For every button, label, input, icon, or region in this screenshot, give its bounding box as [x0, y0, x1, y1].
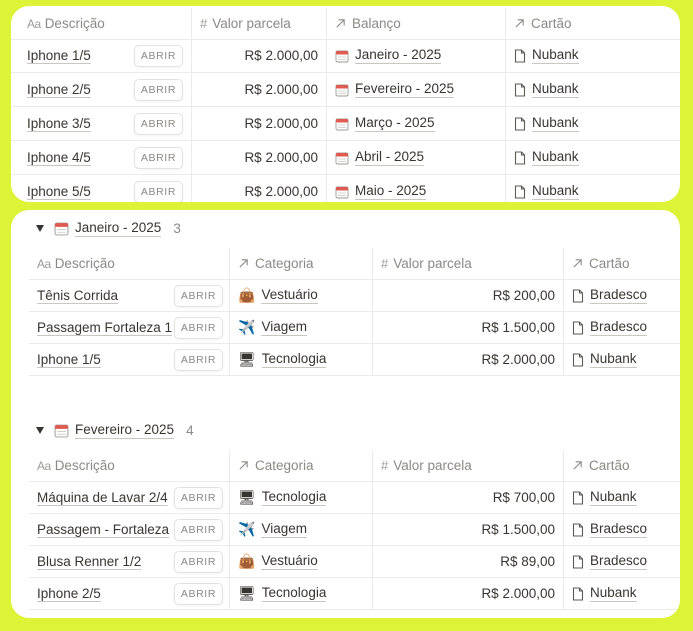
cell-categoria[interactable] [229, 578, 372, 609]
table-row [11, 141, 680, 175]
open-button[interactable]: ABRIR [134, 45, 183, 67]
arrow-up-right-icon [238, 460, 249, 471]
cell-valor[interactable] [191, 175, 326, 202]
table-row [29, 514, 680, 546]
cell-valor[interactable] [191, 141, 326, 174]
row-title[interactable]: Passagem - Fortaleza [37, 522, 170, 537]
arrow-up-right-icon [572, 258, 583, 269]
row-title[interactable]: Iphone 2/5 [27, 82, 91, 97]
cell-valor[interactable] [372, 514, 563, 545]
cell-cartao[interactable] [563, 280, 680, 311]
valor-text: R$ 2.000,00 [244, 48, 318, 63]
valor-text: R$ 2.000,00 [244, 184, 318, 199]
column-header-descricao[interactable] [29, 248, 229, 279]
calendar-icon [54, 423, 69, 438]
column-header-descricao[interactable] [29, 450, 229, 481]
column-header-valor[interactable] [372, 450, 563, 481]
calendar-icon [54, 221, 69, 236]
relation-link[interactable]: Abril - 2025 [355, 149, 425, 164]
table-header [11, 8, 680, 40]
row-title[interactable]: Máquina de Lavar 2/4 [37, 490, 168, 505]
valor-text: R$ 1.500,00 [481, 320, 555, 335]
cell-cartao[interactable] [505, 39, 680, 72]
relation-link[interactable]: Nubank [590, 489, 637, 504]
cell-descricao[interactable] [29, 280, 229, 311]
table-row [11, 175, 680, 202]
group-count: 4 [186, 422, 194, 438]
cell-categoria[interactable] [229, 482, 372, 513]
page-icon [572, 491, 584, 505]
hash-icon: # [381, 256, 389, 271]
page-icon [514, 83, 526, 97]
top-table [11, 8, 680, 40]
valor-text: R$ 2.000,00 [244, 150, 318, 165]
page-icon [572, 555, 584, 569]
relation-link[interactable]: Janeiro - 2025 [355, 47, 442, 62]
open-button[interactable]: ABRIR [134, 79, 183, 101]
page-icon [572, 587, 584, 601]
cell-valor[interactable] [372, 312, 563, 343]
open-button[interactable]: ABRIR [174, 487, 223, 509]
arrow-up-right-icon [572, 460, 583, 471]
category-icon: 👜 [238, 553, 256, 569]
page-icon [514, 117, 526, 131]
row-title[interactable]: Blusa Renner 1/2 [37, 554, 142, 569]
relation-link[interactable]: Vestuário [261, 287, 318, 302]
cell-descricao[interactable] [19, 175, 191, 202]
group-count: 3 [173, 220, 181, 236]
header-label: Categoria [255, 458, 314, 473]
category-icon: 🖥 [238, 489, 256, 505]
open-button[interactable]: ABRIR [134, 147, 183, 169]
category-icon: 🖥 [238, 585, 256, 601]
open-button[interactable]: ABRIR [174, 285, 223, 307]
calendar-icon [335, 83, 349, 97]
cell-descricao[interactable] [29, 578, 229, 609]
relation-link[interactable]: Nubank [590, 585, 637, 600]
cell-cartao[interactable] [505, 107, 680, 140]
group-header[interactable] [11, 216, 181, 240]
arrow-up-right-icon [238, 258, 249, 269]
cell-cartao[interactable] [563, 482, 680, 513]
top-panel [11, 6, 680, 202]
cell-categoria[interactable] [229, 280, 372, 311]
group-table [29, 248, 680, 376]
relation-link[interactable]: Bradesco [590, 287, 648, 302]
row-title[interactable]: Iphone 1/5 [27, 48, 91, 63]
calendar-icon [335, 117, 349, 131]
hash-icon: # [381, 458, 389, 473]
cell-categoria[interactable] [229, 546, 372, 577]
relation-link[interactable]: Tecnologia [261, 351, 327, 366]
title-icon: Aa [37, 256, 51, 271]
valor-text: R$ 2.000,00 [244, 82, 318, 97]
valor-text: R$ 89,00 [500, 554, 555, 569]
cell-descricao[interactable] [29, 514, 229, 545]
cell-balanco[interactable] [326, 73, 505, 106]
row-title[interactable]: Tênis Corrida [37, 288, 119, 303]
table-header [29, 248, 680, 280]
relation-link[interactable]: Maio - 2025 [355, 183, 427, 198]
cell-valor[interactable] [372, 546, 563, 577]
cell-balanco[interactable] [326, 107, 505, 140]
cell-categoria[interactable] [229, 344, 372, 375]
relation-link[interactable]: Viagem [261, 319, 307, 334]
relation-link[interactable]: Nubank [590, 351, 637, 366]
relation-link[interactable]: Nubank [532, 149, 579, 164]
arrow-up-right-icon [514, 18, 525, 29]
table-row [29, 344, 680, 376]
row-title[interactable]: Iphone 2/5 [37, 586, 101, 601]
table-row [29, 546, 680, 578]
header-label: Descrição [54, 458, 115, 473]
table-row [29, 482, 680, 514]
cell-valor[interactable] [372, 578, 563, 609]
page-icon [514, 49, 526, 63]
calendar-icon [335, 185, 349, 199]
cell-cartao[interactable] [563, 312, 680, 343]
row-title[interactable]: Iphone 3/5 [27, 116, 91, 131]
calendar-icon [335, 49, 349, 63]
table-row [11, 107, 680, 141]
open-button[interactable]: ABRIR [174, 583, 223, 605]
row-title[interactable]: Iphone 1/5 [37, 352, 101, 367]
relation-link[interactable]: Nubank [532, 183, 579, 198]
column-header-valor[interactable]: # Valor parcela [191, 8, 326, 39]
cell-cartao[interactable] [505, 73, 680, 106]
category-icon: ✈️ [238, 319, 256, 335]
group-header[interactable] [11, 418, 194, 442]
cell-categoria[interactable] [229, 312, 372, 343]
arrow-up-right-icon [335, 18, 346, 29]
relation-link[interactable]: Tecnologia [261, 489, 327, 504]
hash-icon: # [200, 16, 208, 31]
cell-descricao[interactable] [29, 344, 229, 375]
group-title[interactable]: Janeiro - 2025 [75, 219, 162, 235]
relation-link[interactable]: Vestuário [261, 553, 318, 568]
header-label: Valor parcela [393, 458, 472, 473]
valor-text: R$ 2.000,00 [244, 116, 318, 131]
open-button[interactable]: ABRIR [174, 519, 223, 541]
cell-cartao[interactable] [563, 514, 680, 545]
cell-cartao[interactable] [505, 175, 680, 202]
cell-valor[interactable] [191, 107, 326, 140]
cell-valor[interactable] [372, 344, 563, 375]
relation-link[interactable]: Bradesco [590, 319, 648, 334]
header-label: Descrição [54, 256, 115, 271]
cell-cartao[interactable] [563, 578, 680, 609]
cell-cartao[interactable] [563, 546, 680, 577]
column-header-balanco[interactable]: Balanço [326, 8, 505, 39]
cell-descricao[interactable] [19, 141, 191, 174]
category-icon: 🖥 [238, 351, 256, 367]
relation-link[interactable]: Nubank [532, 115, 579, 130]
relation-link[interactable]: Viagem [261, 521, 307, 536]
table-row [11, 39, 680, 73]
title-icon: Aa [27, 16, 41, 31]
table-row [29, 578, 680, 610]
category-icon: ✈️ [238, 521, 256, 537]
page-icon [514, 151, 526, 165]
relation-link[interactable]: Fevereiro - 2025 [355, 81, 455, 96]
cell-cartao[interactable] [505, 141, 680, 174]
valor-text: R$ 200,00 [492, 288, 555, 303]
header-label: Valor parcela [393, 256, 472, 271]
header-label: Cartão [589, 458, 630, 473]
relation-link[interactable]: Bradesco [590, 521, 648, 536]
column-header-cartao[interactable] [563, 450, 680, 481]
cell-descricao[interactable] [19, 73, 191, 106]
column-header-cartao[interactable]: Cartão [505, 8, 680, 39]
cell-descricao[interactable] [29, 482, 229, 513]
cell-valor[interactable] [372, 280, 563, 311]
header-label: Categoria [255, 256, 314, 271]
cell-valor[interactable] [191, 73, 326, 106]
open-button[interactable]: ABRIR [174, 349, 223, 371]
cell-balanco[interactable] [326, 175, 505, 202]
category-icon: 👜 [238, 287, 256, 303]
column-header-cartao[interactable] [563, 248, 680, 279]
cell-descricao[interactable] [29, 546, 229, 577]
top-table-body [11, 39, 680, 202]
table-row [29, 312, 680, 344]
valor-text: R$ 2.000,00 [481, 352, 555, 367]
cell-descricao[interactable] [19, 107, 191, 140]
table-header [29, 450, 680, 482]
group-title[interactable]: Fevereiro - 2025 [75, 421, 175, 437]
relation-link[interactable]: Março - 2025 [355, 115, 435, 130]
relation-link[interactable]: Nubank [532, 81, 579, 96]
column-header-descricao[interactable]: Aa Descrição [27, 16, 105, 31]
valor-text: R$ 700,00 [492, 490, 555, 505]
table-row [29, 280, 680, 312]
relation-link[interactable]: Nubank [532, 47, 579, 62]
column-header-categoria[interactable] [229, 450, 372, 481]
open-button[interactable]: ABRIR [134, 113, 183, 135]
row-title[interactable]: Passagem Fortaleza 1 [37, 320, 173, 335]
relation-link[interactable]: Bradesco [590, 553, 648, 568]
valor-text: R$ 1.500,00 [481, 522, 555, 537]
page-icon [572, 321, 584, 335]
cell-categoria[interactable] [229, 514, 372, 545]
cell-valor[interactable] [372, 482, 563, 513]
cell-cartao[interactable] [563, 344, 680, 375]
column-header-categoria[interactable] [229, 248, 372, 279]
toggle-triangle-icon[interactable] [36, 225, 44, 232]
cell-descricao[interactable] [29, 312, 229, 343]
open-button[interactable]: ABRIR [174, 551, 223, 573]
header-label: Cartão [589, 256, 630, 271]
cell-descricao[interactable] [19, 39, 191, 72]
row-title[interactable]: Iphone 4/5 [27, 150, 91, 165]
page-icon [572, 353, 584, 367]
open-button[interactable]: ABRIR [174, 317, 223, 339]
toggle-triangle-icon[interactable] [36, 427, 44, 434]
group-table [29, 450, 680, 610]
open-button[interactable]: ABRIR [134, 181, 183, 203]
column-header-valor[interactable] [372, 248, 563, 279]
title-icon: Aa [37, 458, 51, 473]
bottom-panel [11, 210, 680, 618]
table-row [11, 73, 680, 107]
cell-balanco[interactable] [326, 39, 505, 72]
page-icon [572, 523, 584, 537]
valor-text: R$ 2.000,00 [481, 586, 555, 601]
cell-balanco[interactable] [326, 141, 505, 174]
cell-valor[interactable] [191, 39, 326, 72]
calendar-icon [335, 151, 349, 165]
page-icon [572, 289, 584, 303]
page-icon [514, 185, 526, 199]
row-title[interactable]: Iphone 5/5 [27, 184, 91, 199]
relation-link[interactable]: Tecnologia [261, 585, 327, 600]
